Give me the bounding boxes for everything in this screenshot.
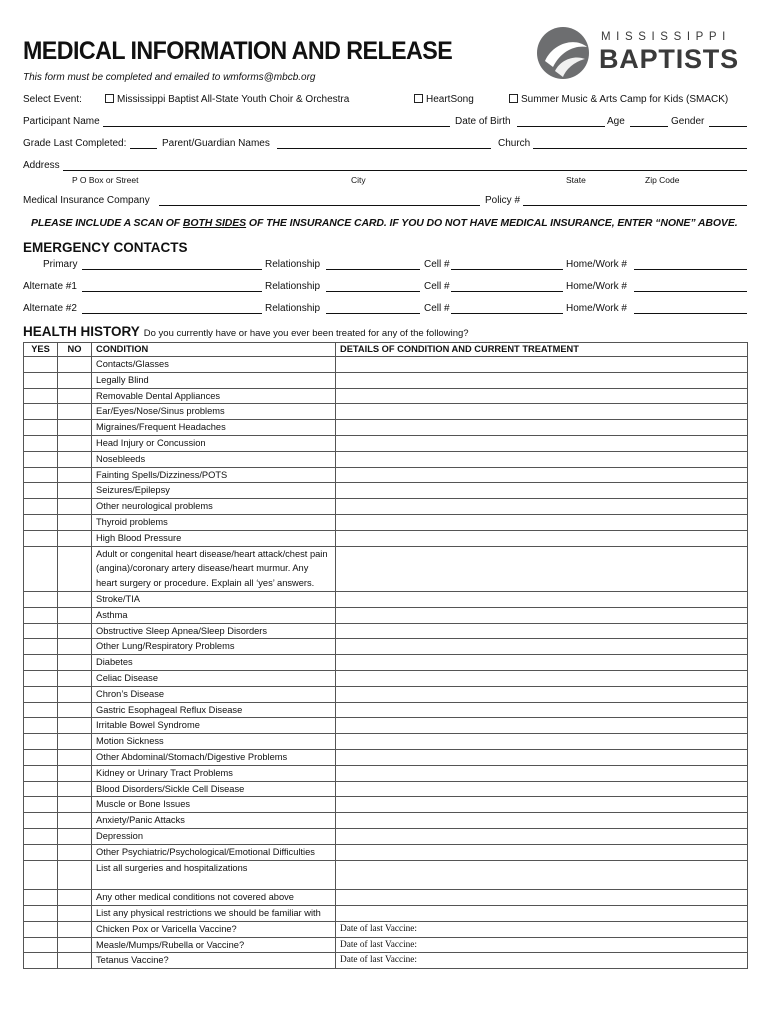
form-instructions: This form must be completed and emailed to wmforms@mbcb.org [23, 72, 316, 83]
gender-field[interactable] [709, 117, 747, 127]
contact-alternate1-relationship-field[interactable] [326, 282, 420, 292]
condition-cell: List any physical restrictions we should be familiar with [92, 906, 336, 922]
no-cell[interactable] [58, 937, 92, 953]
condition-cell: Fainting Spells/Dizziness/POTS [92, 467, 336, 483]
col-no: NO [58, 343, 92, 357]
no-cell[interactable] [58, 357, 92, 373]
table-row [24, 655, 748, 671]
table-row [24, 749, 748, 765]
condition-cell: Migraines/Frequent Headaches [92, 420, 336, 436]
dob-field[interactable] [517, 117, 605, 127]
col-yes: YES [24, 343, 58, 357]
emergency-contacts-heading: EMERGENCY CONTACTS [23, 240, 188, 255]
table-row [24, 765, 748, 781]
yes-cell[interactable] [24, 953, 58, 969]
condition-cell: Asthma [92, 607, 336, 623]
insurance-company-field[interactable] [159, 196, 480, 206]
table-row [24, 404, 748, 420]
home-work-label: Home/Work # [566, 259, 627, 270]
contact-alternate2-home-field[interactable] [634, 304, 747, 314]
address-state-caption: State [566, 175, 586, 185]
table-row [24, 828, 748, 844]
yes-cell[interactable] [24, 607, 58, 623]
details-cell[interactable] [336, 420, 748, 436]
details-cell[interactable] [336, 514, 748, 530]
table-row [24, 670, 748, 686]
contact-alternate1-name-field[interactable] [82, 282, 262, 292]
details-cell[interactable] [336, 765, 748, 781]
no-cell[interactable] [58, 890, 92, 906]
no-cell[interactable] [58, 530, 92, 546]
age-field[interactable] [630, 117, 668, 127]
table-row [24, 906, 748, 922]
home-work-label: Home/Work # [566, 303, 627, 314]
contact-primary-home-field[interactable] [634, 260, 747, 270]
table-row [24, 718, 748, 734]
yes-cell[interactable] [24, 372, 58, 388]
grade-label: Grade Last Completed: [23, 138, 127, 149]
condition-cell: Anxiety/Panic Attacks [92, 813, 336, 829]
no-cell[interactable] [58, 844, 92, 860]
condition-cell: Head Injury or Concussion [92, 435, 336, 451]
yes-cell[interactable] [24, 670, 58, 686]
yes-cell[interactable] [24, 797, 58, 813]
cell-label: Cell # [424, 281, 450, 292]
no-cell[interactable] [58, 702, 92, 718]
table-row [24, 546, 748, 591]
dob-label: Date of Birth [455, 116, 511, 127]
church-label: Church [498, 138, 531, 149]
details-cell[interactable] [336, 546, 748, 591]
table-row [24, 483, 748, 499]
table-row [24, 357, 748, 373]
yes-cell[interactable] [24, 734, 58, 750]
contact-alternate1-cell-field[interactable] [451, 282, 563, 292]
table-row [24, 388, 748, 404]
condition-cell: Removable Dental Appliances [92, 388, 336, 404]
details-cell[interactable] [336, 607, 748, 623]
condition-cell: Chicken Pox or Varicella Vaccine? [92, 921, 336, 937]
age-label: Age [607, 116, 625, 127]
no-cell[interactable] [58, 670, 92, 686]
relationship-label: Relationship [265, 303, 321, 314]
yes-cell[interactable] [24, 702, 58, 718]
yes-cell[interactable] [24, 718, 58, 734]
details-cell[interactable] [336, 435, 748, 451]
event-option-heartsong[interactable]: HeartSong [414, 94, 474, 105]
condition-cell: List all surgeries and hospitalizations [92, 860, 336, 890]
yes-cell[interactable] [24, 655, 58, 671]
table-row [24, 499, 748, 515]
no-cell[interactable] [58, 467, 92, 483]
no-cell[interactable] [58, 734, 92, 750]
checkbox-icon[interactable] [105, 94, 114, 103]
condition-cell: Depression [92, 828, 336, 844]
details-cell[interactable] [336, 718, 748, 734]
home-work-label: Home/Work # [566, 281, 627, 292]
condition-cell: Nosebleeds [92, 451, 336, 467]
table-row [24, 937, 748, 953]
details-cell[interactable] [336, 781, 748, 797]
page-title: MEDICAL INFORMATION AND RELEASE [23, 37, 453, 65]
no-cell[interactable] [58, 607, 92, 623]
parent-guardian-label: Parent/Guardian Names [162, 138, 270, 149]
yes-cell[interactable] [24, 499, 58, 515]
contact-alternate2-relationship-field[interactable] [326, 304, 420, 314]
details-cell[interactable] [336, 860, 748, 890]
participant-name-label: Participant Name [23, 116, 100, 127]
no-cell[interactable] [58, 655, 92, 671]
yes-cell[interactable] [24, 357, 58, 373]
contact-alternate2-label: Alternate #2 [23, 303, 77, 314]
details-cell[interactable] [336, 483, 748, 499]
details-cell[interactable] [336, 388, 748, 404]
relationship-label: Relationship [265, 259, 321, 270]
yes-cell[interactable] [24, 467, 58, 483]
condition-cell: Other Lung/Respiratory Problems [92, 639, 336, 655]
details-cell[interactable] [336, 686, 748, 702]
relationship-label: Relationship [265, 281, 321, 292]
no-cell[interactable] [58, 388, 92, 404]
details-cell[interactable] [336, 890, 748, 906]
table-row [24, 467, 748, 483]
gender-label: Gender [671, 116, 705, 127]
yes-cell[interactable] [24, 937, 58, 953]
contact-primary-label: Primary [43, 259, 78, 270]
contact-primary-cell-field[interactable] [451, 260, 563, 270]
table-row [24, 686, 748, 702]
logo-swoosh-icon [535, 25, 591, 81]
yes-cell[interactable] [24, 686, 58, 702]
event-option-smack[interactable]: Summer Music & Arts Camp for Kids (SMACK) [509, 94, 728, 105]
yes-cell[interactable] [24, 404, 58, 420]
mississippi-baptists-logo [535, 25, 745, 83]
details-cell[interactable] [336, 639, 748, 655]
table-row [24, 890, 748, 906]
logo-main-text: BAPTISTS [599, 44, 739, 74]
no-cell[interactable] [58, 514, 92, 530]
details-cell[interactable] [336, 797, 748, 813]
condition-cell: Chron’s Disease [92, 686, 336, 702]
contact-alternate2-cell-field[interactable] [451, 304, 563, 314]
details-cell[interactable] [336, 670, 748, 686]
no-cell[interactable] [58, 372, 92, 388]
contact-alternate1-home-field[interactable] [634, 282, 747, 292]
table-row [24, 514, 748, 530]
yes-cell[interactable] [24, 813, 58, 829]
cell-label: Cell # [424, 303, 450, 314]
details-cell[interactable] [336, 844, 748, 860]
yes-cell[interactable] [24, 828, 58, 844]
details-cell[interactable] [336, 591, 748, 607]
details-cell[interactable]: Date of last Vaccine: [336, 937, 748, 953]
contact-primary-name-field[interactable] [82, 260, 262, 270]
condition-cell: Kidney or Urinary Tract Problems [92, 765, 336, 781]
no-cell[interactable] [58, 404, 92, 420]
yes-cell[interactable] [24, 388, 58, 404]
condition-cell: Other Abdominal/Stomach/Digestive Problems [92, 749, 336, 765]
table-row [24, 451, 748, 467]
table-row [24, 921, 748, 937]
table-row [24, 435, 748, 451]
table-row [24, 420, 748, 436]
condition-cell: High Blood Pressure [92, 530, 336, 546]
checkbox-icon[interactable] [414, 94, 423, 103]
table-row [24, 530, 748, 546]
yes-cell[interactable] [24, 514, 58, 530]
table-row [24, 591, 748, 607]
event-option-allstate[interactable]: Mississippi Baptist All-State Youth Choir & Orchestra [105, 94, 349, 105]
yes-cell[interactable] [24, 781, 58, 797]
condition-cell: Gastric Esophageal Reflux Disease [92, 702, 336, 718]
no-cell[interactable] [58, 435, 92, 451]
contact-primary-relationship-field[interactable] [326, 260, 420, 270]
no-cell[interactable] [58, 591, 92, 607]
no-cell[interactable] [58, 546, 92, 591]
condition-cell: Muscle or Bone Issues [92, 797, 336, 813]
no-cell[interactable] [58, 860, 92, 890]
yes-cell[interactable] [24, 451, 58, 467]
yes-cell[interactable] [24, 639, 58, 655]
grade-field[interactable] [130, 139, 157, 149]
cell-label: Cell # [424, 259, 450, 270]
details-cell[interactable] [336, 813, 748, 829]
details-cell[interactable] [336, 530, 748, 546]
condition-cell: Any other medical conditions not covered above [92, 890, 336, 906]
details-cell[interactable] [336, 404, 748, 420]
condition-cell: Contacts/Glasses [92, 357, 336, 373]
table-row [24, 813, 748, 829]
no-cell[interactable] [58, 420, 92, 436]
parent-guardian-field[interactable] [277, 139, 491, 149]
table-row [24, 844, 748, 860]
condition-cell: Measle/Mumps/Rubella or Vaccine? [92, 937, 336, 953]
table-row [24, 702, 748, 718]
address-field[interactable] [63, 161, 747, 171]
yes-cell[interactable] [24, 420, 58, 436]
yes-cell[interactable] [24, 591, 58, 607]
no-cell[interactable] [58, 828, 92, 844]
details-cell[interactable] [336, 906, 748, 922]
condition-cell: Celiac Disease [92, 670, 336, 686]
details-cell[interactable] [336, 372, 748, 388]
yes-cell[interactable] [24, 435, 58, 451]
table-row [24, 953, 748, 969]
address-zip-caption: Zip Code [645, 175, 680, 185]
condition-cell: Tetanus Vaccine? [92, 953, 336, 969]
condition-cell: Ear/Eyes/Nose/Sinus problems [92, 404, 336, 420]
no-cell[interactable] [58, 686, 92, 702]
condition-cell: Other neurological problems [92, 499, 336, 515]
yes-cell[interactable] [24, 906, 58, 922]
details-cell[interactable] [336, 623, 748, 639]
logo-top-text: MISSISSIPPI [601, 31, 731, 43]
details-cell[interactable] [336, 451, 748, 467]
condition-cell: Stroke/TIA [92, 591, 336, 607]
condition-cell: Irritable Bowel Syndrome [92, 718, 336, 734]
address-label: Address [23, 160, 60, 171]
yes-cell[interactable] [24, 749, 58, 765]
no-cell[interactable] [58, 953, 92, 969]
participant-name-field[interactable] [103, 117, 450, 127]
yes-cell[interactable] [24, 483, 58, 499]
address-po-caption: P O Box or Street [72, 175, 139, 185]
no-cell[interactable] [58, 623, 92, 639]
condition-cell: Legally Blind [92, 372, 336, 388]
contact-alternate2-name-field[interactable] [82, 304, 262, 314]
yes-cell[interactable] [24, 921, 58, 937]
condition-cell: Blood Disorders/Sickle Cell Disease [92, 781, 336, 797]
details-cell[interactable] [336, 702, 748, 718]
insurance-company-label: Medical Insurance Company [23, 195, 150, 206]
condition-cell: Thyroid problems [92, 514, 336, 530]
yes-cell[interactable] [24, 530, 58, 546]
yes-cell[interactable] [24, 844, 58, 860]
details-cell[interactable] [336, 357, 748, 373]
table-row [24, 734, 748, 750]
no-cell[interactable] [58, 499, 92, 515]
table-row [24, 781, 748, 797]
no-cell[interactable] [58, 765, 92, 781]
address-city-caption: City [351, 175, 366, 185]
table-row [24, 607, 748, 623]
details-cell[interactable] [336, 499, 748, 515]
yes-cell[interactable] [24, 546, 58, 591]
table-row [24, 639, 748, 655]
table-row [24, 797, 748, 813]
health-history-heading: HEALTH HISTORY Do you currently have or have you ever been treated for any of the following? [23, 324, 469, 339]
policy-label: Policy # [485, 195, 521, 206]
yes-cell[interactable] [24, 765, 58, 781]
church-field[interactable] [533, 139, 747, 149]
table-row [24, 372, 748, 388]
policy-field[interactable] [523, 196, 747, 206]
select-event-label: Select Event: [23, 94, 82, 105]
contact-alternate1-label: Alternate #1 [23, 281, 77, 292]
no-cell[interactable] [58, 797, 92, 813]
no-cell[interactable] [58, 813, 92, 829]
condition-cell: Diabetes [92, 655, 336, 671]
details-cell[interactable] [336, 749, 748, 765]
no-cell[interactable] [58, 906, 92, 922]
yes-cell[interactable] [24, 860, 58, 890]
yes-cell[interactable] [24, 890, 58, 906]
table-row [24, 860, 748, 890]
condition-cell: Adult or congenital heart disease/heart attack/chest pain (angina)/coronary artery disease/heart murmur. Any heart surgery or procedure. Explain all ‘yes’ answers. [92, 546, 336, 591]
no-cell[interactable] [58, 483, 92, 499]
insurance-note: PLEASE INCLUDE A SCAN OF BOTH SIDES OF THE INSURANCE CARD. IF YOU DO NOT HAVE MEDICAL INSURANCE, ENTER “NONE” ABOVE. [31, 217, 738, 229]
details-cell[interactable] [336, 828, 748, 844]
no-cell[interactable] [58, 639, 92, 655]
col-condition: CONDITION [92, 343, 336, 357]
details-cell[interactable] [336, 655, 748, 671]
health-history-table [23, 342, 748, 969]
table-row [24, 623, 748, 639]
condition-cell: Other Psychiatric/Psychological/Emotional Difficulties [92, 844, 336, 860]
details-cell[interactable] [336, 734, 748, 750]
col-details: DETAILS OF CONDITION AND CURRENT TREATMENT [336, 343, 748, 357]
condition-cell: Obstructive Sleep Apnea/Sleep Disorders [92, 623, 336, 639]
details-cell[interactable]: Date of last Vaccine: [336, 953, 748, 969]
details-cell[interactable] [336, 467, 748, 483]
no-cell[interactable] [58, 749, 92, 765]
checkbox-icon[interactable] [509, 94, 518, 103]
no-cell[interactable] [58, 451, 92, 467]
no-cell[interactable] [58, 781, 92, 797]
condition-cell: Motion Sickness [92, 734, 336, 750]
condition-cell: Seizures/Epilepsy [92, 483, 336, 499]
details-cell[interactable]: Date of last Vaccine: [336, 921, 748, 937]
no-cell[interactable] [58, 921, 92, 937]
no-cell[interactable] [58, 718, 92, 734]
health-history-question: Do you currently have or have you ever been treated for any of the following? [143, 328, 469, 339]
yes-cell[interactable] [24, 623, 58, 639]
